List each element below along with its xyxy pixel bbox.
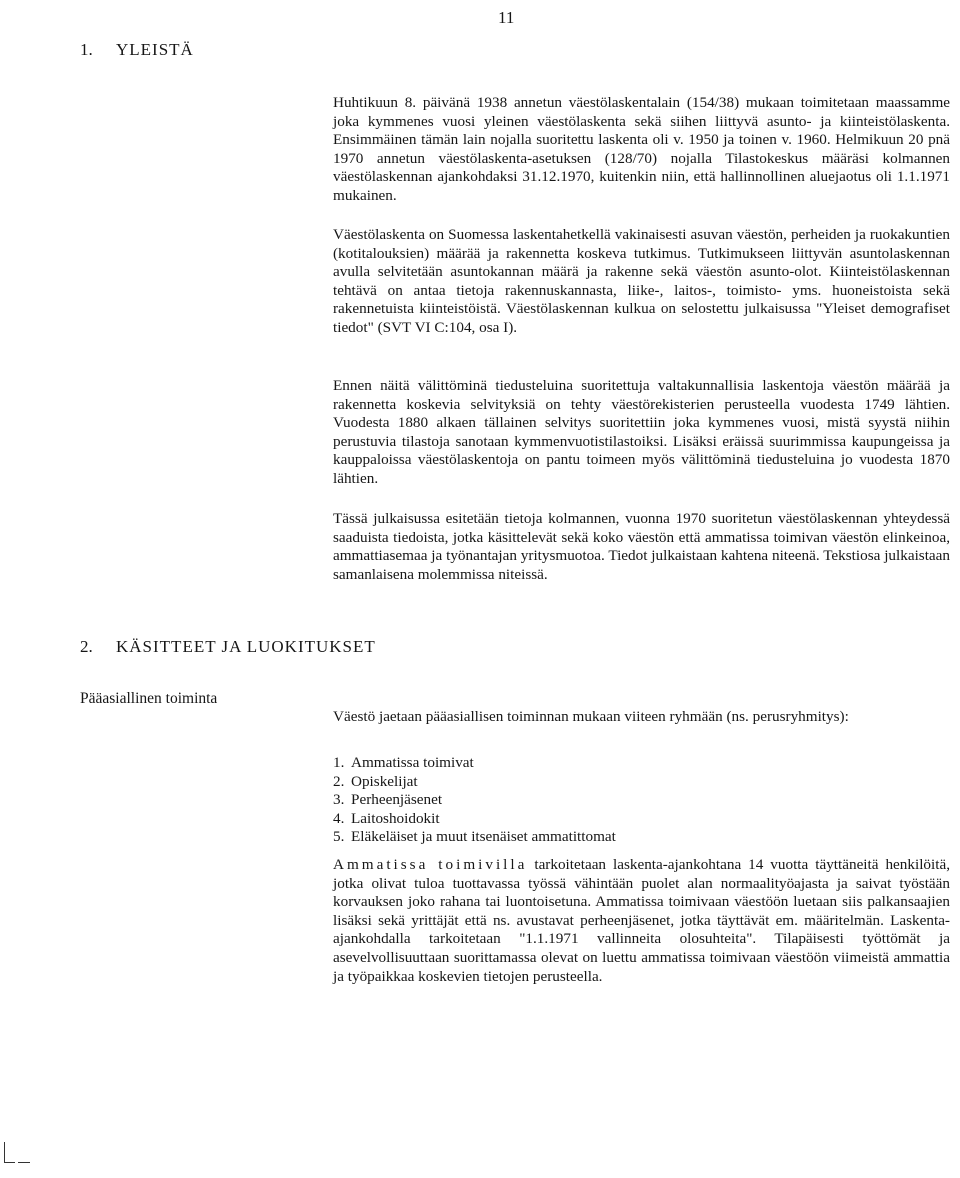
page-number: 11 (498, 8, 515, 27)
definition-term: Ammatissa toimivilla (333, 856, 528, 873)
list-label: Laitoshoidokit (351, 809, 440, 827)
list-label: Opiskelijat (351, 772, 418, 790)
list-number: 3. (333, 791, 345, 809)
margin-mark (4, 1142, 15, 1163)
definition-text: tarkoitetaan laskenta-ajankohtana 14 vuotta täyttäneitä henkilöitä, jotka olivat tuloa tuottavassa työssä vähintään puolet alan normaalityöajasta ja saivat työstään korvauksen joko rahana tai luontoisetuna. Ammatissa toimivaan väestöön luetaan siis palkansaajien lisäksi sekä yrittäjät että ns. avustavat perheenjäsenet, jotka täyttävät em. määritelmän. Laskenta-ajankohdalla tarkoitetaan "1.1.1971 vallinneita olosuhteita". Tilapäisesti työttömät ja asevelvollisuuttaan suorittamassa olevat on luettu ammatissa toimivaan väestöön viimeistä ammattia ja työpaikkaa koskevien tietojen perusteella. (333, 856, 950, 985)
section-heading-kasitteet (80, 637, 376, 657)
list-label: Ammatissa toimivat (351, 754, 474, 771)
list-item (333, 810, 616, 829)
list-item (333, 773, 616, 792)
list-item (333, 828, 616, 847)
paragraph: Väestölaskenta on Suomessa laskentahetkellä vakinaisesti asuvan väestön, perheiden ja ruokakuntien (kotitalouksien) määrää ja rakennetta koskeva tutkimus. Tutkimukseen liittyvän asuntolaskennan avulla selvitetään asuntokannan määrä ja rakenne sekä väestön asunto-olot. Kiinteistölaskennan tehtävä on antaa tietoja rakennuskannasta, liike-, laitos-, toimisto- yms. huoneistoista sekä rakennetuista kiinteistöistä. Väestölaskennan kulkua on selostettu julkaisussa "Yleiset demografiset tiedot" (SVT VI C:104, osa I). (333, 226, 950, 336)
list-number: 2. (333, 772, 345, 790)
paragraph: Ennen näitä välittöminä tiedusteluina suoritettuja valtakunnallisia laskentoja väestön määrää ja rakennetta koskevia selvityksiä on tehty väestörekisterien perusteella vuodesta 1749 lähtien. Vuodesta 1880 alkaen tällainen selvitys suoritettiin joka kymmenes vuosi, mistä syystä niihin perustuvia tilastoja sanotaan kymmenvuotistilastoiksi. Lisäksi eräissä suurimmissa kaupungeissa ja kauppaloissa väestölaskentoja on pantu toimeen myös välittöminä tiedusteluina jo vuodesta 1870 lähtien. (333, 377, 950, 487)
section-number: 1. (80, 40, 93, 59)
paragraph: Tässä julkaisussa esitetään tietoja kolmannen, vuonna 1970 suoritetun väestölaskennan yhteydessä saaduista tiedoista, jotka käsittelevät sekä koko väestön että ammatissa toimivan väestön elinkeinoa, ammattiasemaa ja työnantajan yritysmuotoa. Tiedot julkaistaan kahtena niteenä. Tekstiosa julkaistaan samanlaisena molemmissa niteissä. (333, 510, 950, 583)
section-title: YLEISTÄ (116, 40, 194, 59)
list-number: 5. (333, 828, 345, 846)
list-number: 4. (333, 809, 345, 827)
section-title: KÄSITTEET JA LUOKITUKSET (116, 637, 376, 656)
list-label: Eläkeläiset ja muut itsenäiset ammatittomat (351, 828, 616, 846)
paragraph: Väestö jaetaan pääasiallisen toiminnan mukaan viiteen ryhmään (ns. perusryhmitys): (333, 708, 849, 725)
section-heading-yleista (80, 40, 194, 60)
subheading-paaasiallinen-toiminta: Pääasiallinen toiminta (80, 690, 218, 707)
list-item (333, 754, 616, 773)
group-list (333, 754, 616, 847)
definition-paragraph (333, 856, 950, 986)
list-item (333, 791, 616, 810)
margin-line (18, 1162, 30, 1163)
section-number: 2. (80, 637, 93, 656)
list-label: Perheenjäsenet (351, 791, 443, 809)
paragraph: Huhtikuun 8. päivänä 1938 annetun väestölaskentalain (154/38) mukaan toimitetaan maassamme joka kymmenes vuosi yleinen väestölaskenta sekä siihen liittyvä asunto- ja kiinteistölaskenta. Ensimmäinen tämän lain nojalla suoritettu laskenta oli v. 1950 ja toinen v. 1960. Helmikuun 20 pnä 1970 annetun väestölaskenta-asetuksen (128/70) nojalla Tilastokeskus määräsi kolmannen väestölaskennan ajankohdaksi 31.12.1970, kuitenkin niin, että hallinnollinen aluejaotus oli 1.1.1971 mukainen. (333, 94, 950, 204)
list-number: 1. (333, 754, 345, 771)
